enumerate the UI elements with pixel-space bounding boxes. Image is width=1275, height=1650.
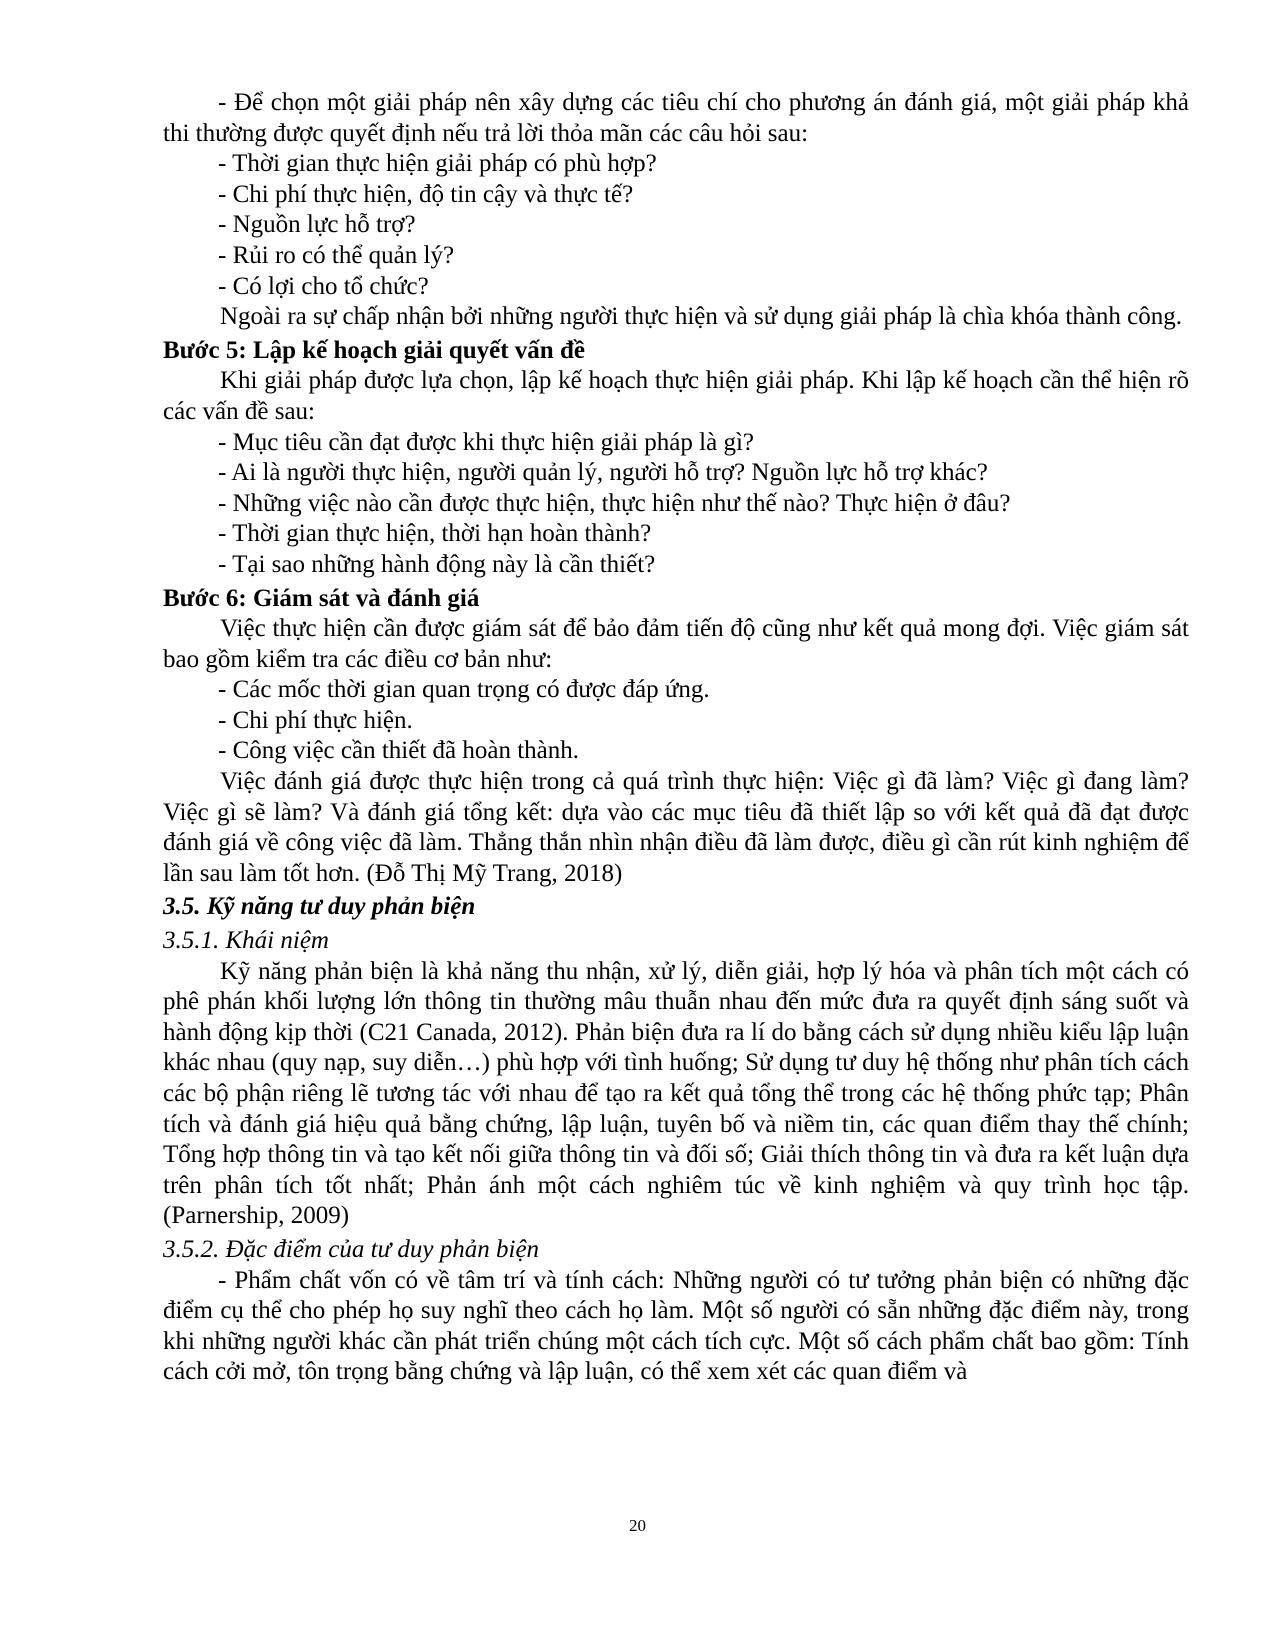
page-body [163,88,1189,1388]
section-heading: Bước 6: Giám sát và đánh giá [163,584,480,612]
bullet-item: - Ai là người thực hiện, người quản lý, người hỗ trợ? Nguồn lực hỗ trợ khác? [218,459,988,487]
section-heading: Bước 5: Lập kế hoạch giải quyết vấn đề [163,336,585,364]
bullet-item: - Thời gian thực hiện giải pháp có phù hợp? [218,150,657,178]
bullet-item: - Tại sao những hành động này là cần thiết? [218,550,656,578]
paragraph: Việc đánh giá được thực hiện trong cả quá trình thực hiện: Việc gì đã làm? Việc gì đang làm? Việc gì sẽ làm? Và đánh giá tổng kết: dựa vào các mục tiêu đã thiết lập so với kết quả đã đạt được đánh giá về công việc đã làm. Thẳng thắn nhìn nhận điều đã làm được, điều gì cần rút kinh nghiệm để lần sau làm tốt hơn. (Đỗ Thị Mỹ Trang, 2018) [163,768,1189,887]
bullet-item: - Chi phí thực hiện. [218,706,413,734]
subsection-heading: 3.5. Kỹ năng tư duy phản biện [163,893,476,921]
paragraph: - Phẩm chất vốn có về tâm trí và tính cách: Những người có tư tưởng phản biện có những đặc điểm cụ thể cho phép họ suy nghĩ theo cách họ làm. Một số người có sẵn những đặc điểm này, trong khi những người khác cần phát triển chúng một cách tích cực. Một số cách phẩm chất bao gồm: Tính cách cởi mở, tôn trọng bằng chứng và lập luận, có thể xem xét các quan điểm và [163,1266,1189,1386]
paragraph: Khi giải pháp được lựa chọn, lập kế hoạch thực hiện giải pháp. Khi lập kế hoạch cần thể hiện rõ các vấn đề sau: [163,367,1189,425]
bullet-item: - Mục tiêu cần đạt được khi thực hiện giải pháp là gì? [218,428,754,456]
subsubsection-heading: 3.5.1. Khái niệm [163,927,329,955]
bullet-item: - Rủi ro có thể quản lý? [218,241,455,269]
paragraph: Ngoài ra sự chấp nhận bởi những người thực hiện và sử dụng giải pháp là chìa khóa thành công. [220,303,1183,331]
bullet-item: - Các mốc thời gian quan trọng có được đáp ứng. [218,676,710,704]
bullet-item: - Thời gian thực hiện, thời hạn hoàn thành? [218,520,652,548]
paragraph: - Để chọn một giải pháp nên xây dựng các tiêu chí cho phương án đánh giá, một giải pháp khả thi thường được quyết định nếu trả lời thỏa mãn các câu hỏi sau: [163,89,1189,147]
bullet-item: - Công việc cần thiết đã hoàn thành. [218,737,579,765]
bullet-item: - Những việc nào cần được thực hiện, thực hiện như thế nào? Thực hiện ở đâu? [218,489,1011,517]
paragraph: Việc thực hiện cần được giám sát để bảo đảm tiến độ cũng như kết quả mong đợi. Việc giám sát bao gồm kiểm tra các điều cơ bản như: [163,615,1189,673]
bullet-item: - Có lợi cho tổ chức? [218,272,429,300]
page-number: 20 [629,1516,646,1535]
subsubsection-heading: 3.5.2. Đặc điểm của tư duy phản biện [163,1235,540,1263]
bullet-item: - Chi phí thực hiện, độ tin cậy và thực tế? [218,180,634,208]
bullet-item: - Nguồn lực hỗ trợ? [218,211,416,239]
paragraph: Kỹ năng phản biện là khả năng thu nhận, xử lý, diễn giải, hợp lý hóa và phân tích một cách có phê phán khối lượng lớn thông tin thường mâu thuẫn nhau đến mức đưa ra quyết định sáng suốt và hành động kịp thời (C21 Canada, 2012). Phản biện đưa ra lí do bằng cách sử dụng nhiều kiểu lập luận khác nhau (quy nạp, suy diễn…) phù hợp với tình huống; Sử dụng tư duy hệ thống như phân tích cách các bộ phận riêng lẽ tương tác với nhau để tạo ra kết quả tổng thể trong các hệ thống phức tạp; Phân tích và đánh giá hiệu quả bằng chứng, lập luận, tuyên bố và niềm tin, các quan điểm thay thế chính; Tổng hợp thông tin và tạo kết nối giữa thông tin và đối số; Giải thích thông tin và đưa ra kết luận dựa trên phân tích tốt nhất; Phản ánh một cách nghiêm túc về kinh nghiệm và quy trình học tập. (Parnership, 2009) [163,957,1189,1230]
